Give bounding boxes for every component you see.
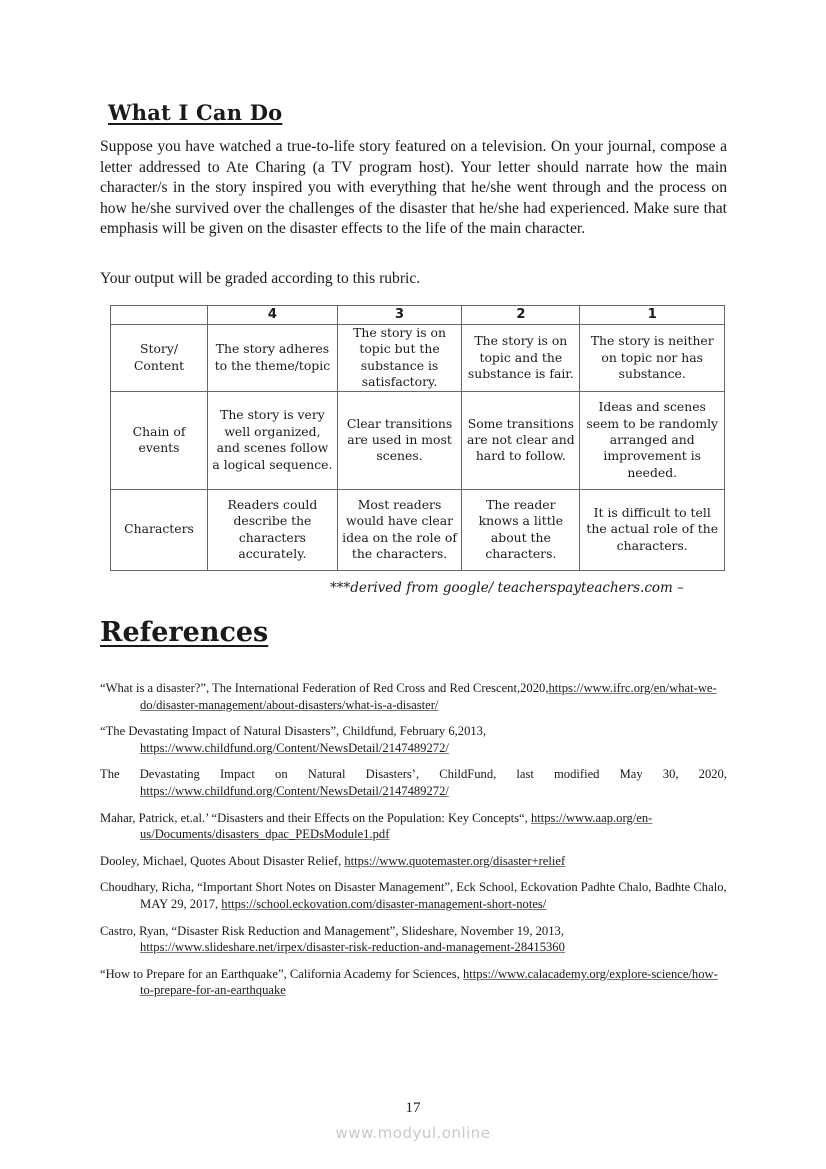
rubric-criterion: Story/ Content: [111, 325, 208, 392]
rubric-cell: Readers could describe the characters accurately.: [208, 489, 338, 570]
rubric-cell: The reader knows a little about the characters.: [462, 489, 580, 570]
references-list: [100, 680, 727, 1009]
rubric-intro: Your output will be graded according to this rubric.: [100, 270, 421, 287]
rubric-cell: Some transitions are not clear and hard to follow.: [462, 391, 580, 489]
watermark: www.modyul.online: [335, 1124, 491, 1142]
reference-link[interactable]: https://www.ifrc.org/en/what-we-do/disaster-management/about-disasters/what-is-a-disaster/: [140, 681, 717, 712]
rubric-row: [111, 489, 725, 570]
section-title: What I Can Do: [108, 100, 283, 125]
rubric-cell: The story adheres to the theme/topic: [208, 325, 338, 392]
reference-link[interactable]: https://www.quotemaster.org/disaster+relief: [344, 853, 566, 868]
reference-item: [100, 966, 727, 999]
reference-item: [100, 923, 727, 956]
reference-item: [100, 680, 727, 713]
rubric-cell: The story is very well organized, and scenes follow a logical sequence.: [208, 391, 338, 489]
reference-link[interactable]: https://www.aap.org/en-us/Documents/disasters_dpac_PEDsModule1.pdf: [140, 810, 653, 842]
references-title: References: [100, 617, 269, 648]
rubric-cell: The story is on topic and the substance is fair.: [462, 325, 580, 392]
rubric-cell: It is difficult to tell the actual role of the characters.: [580, 489, 725, 570]
reference-text: “How to Prepare for an Earthquake”, California Academy for Sciences,: [100, 966, 463, 981]
rubric-cell: Most readers would have clear idea on the role of the characters.: [337, 489, 461, 570]
rubric-cell: Clear transitions are used in most scenes.: [337, 391, 461, 489]
reference-item: [100, 766, 727, 799]
rubric-row: [111, 391, 725, 489]
page-number: 17: [405, 1100, 421, 1116]
rubric-header-score: 1: [580, 306, 725, 325]
reference-text: Choudhary, Richa, “Important Short Notes on Disaster Management”, Eck School, Eckovation Padhte Chalo, Badhte Chalo, MAY 29, 2017,: [100, 880, 727, 911]
reference-item: [100, 853, 727, 870]
reference-link[interactable]: https://www.childfund.org/Content/NewsDetail/2147489272/: [140, 740, 449, 755]
reference-item: [100, 723, 727, 756]
reference-text: “The Devastating Impact of Natural Disasters”, Childfund, February 6,2013,: [100, 724, 487, 739]
reference-item: [100, 810, 727, 843]
rubric-header-score: 3: [337, 306, 461, 325]
instructions-paragraph: Suppose you have watched a true-to-life story featured on a television. On your journal, compose a letter addressed to Ate Charing (a TV program host). Your letter should narrate how the main character/s in the story inspired you with everything that he/she went through and the process on how he/she survived over the challenges of the disaster that he/she had experienced. Make sure that emphasis will be given on the disaster effects to the life of the main character.: [100, 138, 727, 238]
reference-link[interactable]: https://www.slideshare.net/irpex/disaster-risk-reduction-and-management-28415360: [140, 940, 565, 955]
rubric-header-score: 4: [208, 306, 338, 325]
reference-text: Dooley, Michael, Quotes About Disaster Relief,: [100, 853, 345, 868]
reference-text: “What is a disaster?”, The International Federation of Red Cross and Red Crescent,2020,: [100, 681, 549, 695]
rubric-row: [111, 325, 725, 392]
reference-link[interactable]: https://www.calacademy.org/explore-science/how-to-prepare-for-an-earthquake: [140, 966, 718, 998]
reference-text: Castro, Ryan, “Disaster Risk Reduction and Management”, Slideshare, November 19, 2013,: [100, 923, 564, 938]
reference-text: The Devastating Impact on Natural Disasters’, ChildFund, last modified May 30, 2020,: [100, 767, 727, 782]
rubric-criterion: Characters: [111, 489, 208, 570]
rubric-cell: The story is neither on topic nor has substance.: [580, 325, 725, 392]
rubric-header-blank: [111, 306, 208, 325]
reference-item: [100, 879, 727, 912]
rubric-cell: The story is on topic but the substance is satisfactory.: [337, 325, 461, 392]
rubric-cell: Ideas and scenes seem to be randomly arranged and improvement is needed.: [580, 391, 725, 489]
reference-link[interactable]: https://www.childfund.org/Content/NewsDetail/2147489272/: [140, 783, 449, 798]
rubric-credit: ***derived from google/ teacherspayteachers.com –: [330, 580, 684, 596]
rubric-header-score: 2: [462, 306, 580, 325]
reference-text: Mahar, Patrick, et.al.’ “Disasters and their Effects on the Population: Key Concepts“,: [100, 810, 531, 825]
rubric-header-row: [111, 306, 725, 325]
rubric-table: [110, 305, 725, 571]
reference-link[interactable]: https://school.eckovation.com/disaster-management-short-notes/: [221, 896, 547, 911]
rubric-criterion: Chain of events: [111, 391, 208, 489]
